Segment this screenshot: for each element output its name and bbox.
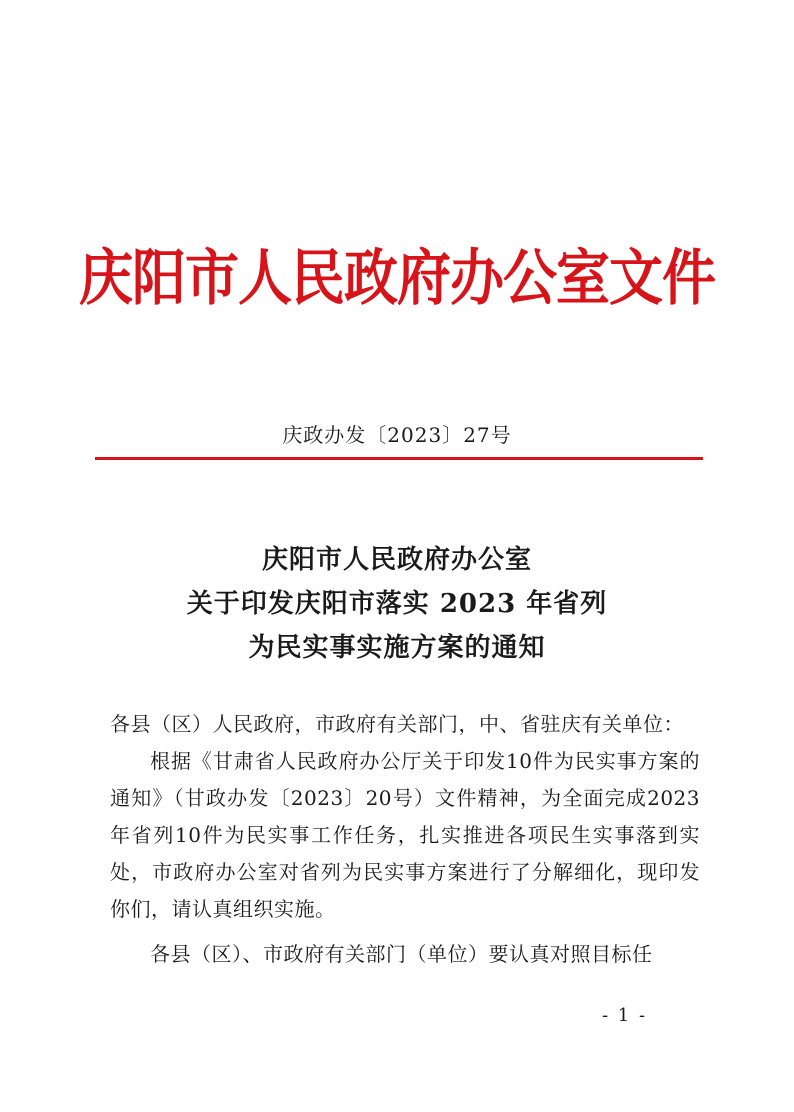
document-header-title: 庆阳市人民政府办公室文件 [79,241,715,313]
red-separator-line [95,457,703,460]
notice-title-line: 庆阳市人民政府办公室 [261,545,532,575]
notice-title-line: 关于印发庆阳市落实 2023 年省列 [186,589,608,619]
body-paragraph: 根据《甘肃省人民政府办公厅关于印发10件为民实事方案的通知》（甘政办发〔2023〕20号）文件精神，为全面完成2023年省列10件为民实事工作任务，扎实推进各项民生实事落到实处，市政府办公室对省列为民实事方案进行了分解细化，现印发你们，请认真组织实施。 [110,749,700,921]
notice-title-line: 为民实事实施方案的通知 [248,633,546,663]
page-number: - 1 - [602,1005,648,1026]
body-paragraph: 各县（区）、市政府有关部门（单位）要认真对照目标任 [150,942,653,966]
notice-title [0,538,794,670]
salutation: 各县（区）人民政府，市政府有关部门，中、省驻庆有关单位： [110,712,684,736]
document-body [110,706,700,973]
document-number: 庆政办发〔2023〕27号 [282,423,512,447]
